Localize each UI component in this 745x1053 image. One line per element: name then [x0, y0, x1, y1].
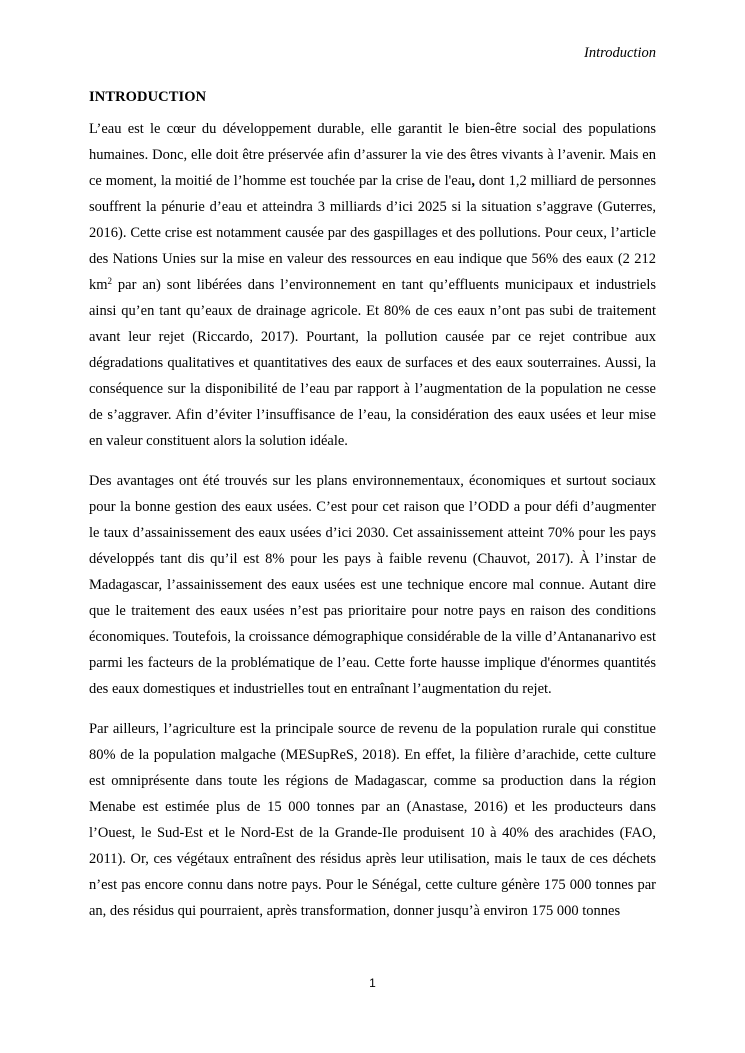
- paragraph-1-part-c: dont 1,2 milliard de personnes souffrent la pénurie d’eau et atteindra 3 milliards d’ici 2025 si la situation s’aggrave (Guterres, 2016). Cette crise est notamment causée par des gaspillages et des pollutions. Pour ceux, l’article des Nations Unies sur la mise en valeur des ressources en eau indique que 56% des eaux (2 212 km: [89, 173, 657, 293]
- paragraph-2: Des avantages ont été trouvés sur les plans environnementaux, économiques et surtout sociaux pour la bonne gestion des eaux usées. C’est pour cet raison que l’ODD a pour défi d’augmenter le taux d’assainissement des eaux usées d’ici 2030. Cet assainissement atteint 70% pour les pays développés tant dis qu’il est 8% pour les pays à faible revenu (Chauvot, 2017). À l’instar de Madagascar, l’assainissement des eaux usées est une technique encore mal connue. Autant dire que le traitement des eaux usées n’est pas prioritaire pour notre pays en raison des conditions économiques. Toutefois, la croissance démographique considérable de la ville d’Antananarivo est parmi les facteurs de la problématique de l’eau. Cette forte hausse implique d'énormes quantités des eaux domestiques et industrielles tout en entraînant l’augmentation du rejet.: [89, 473, 656, 697]
- paragraph-1-part-a: L’eau est le cœur du développement durable, elle garantit le bien-être social des populations humaines. Donc, elle doit être préservée afin d’assurer la vie des êtres vivants à l’avenir. Mais en ce moment, la moitié de l’homme est touchée par la crise de l'eau: [89, 121, 656, 189]
- paragraph-1: [89, 116, 656, 454]
- paragraph-1-bold-comma: ,: [471, 173, 476, 189]
- running-header: Introduction: [584, 45, 656, 61]
- section-heading: INTRODUCTION: [89, 89, 207, 105]
- page-number: 1: [369, 976, 376, 990]
- paragraph-3: Par ailleurs, l’agriculture est la principale source de revenu de la population rurale qui constitue 80% de la population malgache (MESupReS, 2018). En effet, la filière d’arachide, cette culture est omniprésente dans toute les régions de Madagascar, comme sa production dans la région Menabe est estimée plus de 15 000 tonnes par an (Anastase, 2016) et les producteurs dans l’Ouest, le Sud-Est et le Nord-Est de la Grande-Ile produisent 10 à 40% des arachides (FAO, 2011). Or, ces végétaux entraînent des résidus après leur utilisation, mais le taux de ces déchets n’est pas encore connu dans notre pays. Pour le Sénégal, cette culture génère 175 000 tonnes par an, des résidus qui pourraient, après transformation, donner jusqu’à environ 175 000 tonnes: [89, 721, 656, 919]
- body-text: [89, 87, 656, 938]
- superscript-2: 2: [107, 276, 113, 286]
- paragraph-1-part-d: par an) sont libérées dans l’environnement en tant qu’effluents municipaux et industriels ainsi qu’en tant qu’eaux de drainage agricole. Et 80% de ces eaux n’ont pas subi de traitement avant leur rejet (Riccardo, 2017). Pourtant, la pollution causée par ce rejet contribue aux dégradations qualitatives et quantitatives des eaux de surfaces et des eaux souterraines. Aussi, la conséquence sur la disponibilité de l’eau par rapport à l’augmentation de la population ne cesse de s’aggraver. Afin d’éviter l’insuffisance de l’eau, la considération des eaux usées et leur mise en valeur constituent alors la solution idéale.: [89, 277, 656, 449]
